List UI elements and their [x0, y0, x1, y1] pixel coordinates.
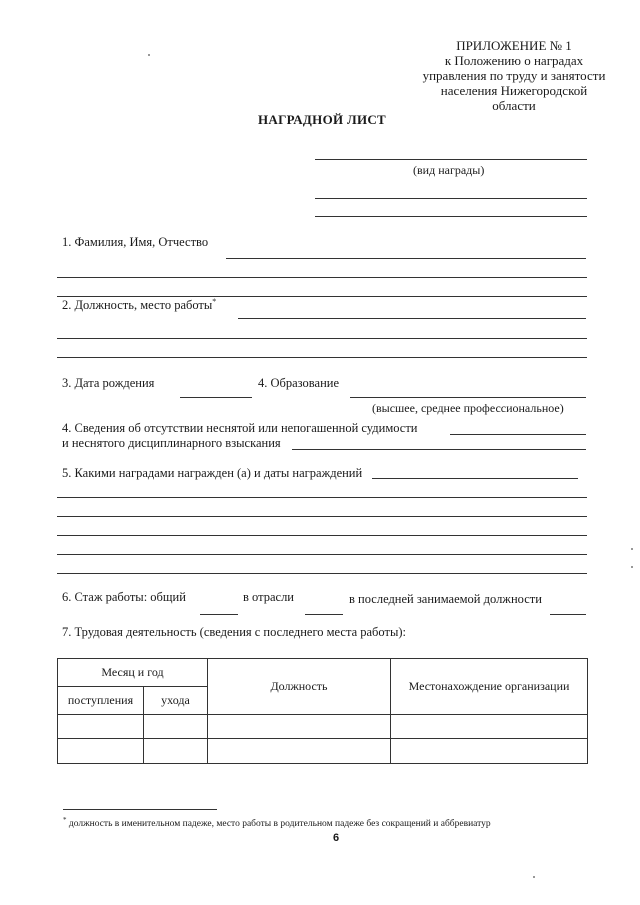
scan-speck: [533, 876, 535, 878]
document-title: НАГРАДНОЙ ЛИСТ: [258, 112, 387, 127]
cell-admission[interactable]: [58, 739, 144, 764]
position-line-2[interactable]: [57, 338, 587, 339]
header-block: [400, 38, 628, 113]
cell-location[interactable]: [391, 739, 588, 764]
table-row: [58, 739, 588, 764]
appendix-label: ПРИЛОЖЕНИЕ № 1: [456, 38, 572, 53]
cell-position[interactable]: [208, 739, 391, 764]
header-line-3: населения Нижегородской: [440, 83, 588, 98]
field-seniority-industry-label: в отрасли: [243, 590, 295, 604]
col-location-header: Местонахождение организации: [391, 659, 588, 715]
table-row: [58, 715, 588, 739]
field-position-footnote-mark: *: [212, 297, 217, 306]
seniority-industry-line[interactable]: [305, 614, 343, 615]
seniority-general-line[interactable]: [200, 614, 238, 615]
scan-speck: [631, 548, 633, 550]
position-line-3[interactable]: [57, 357, 587, 358]
awards-line-6[interactable]: [57, 573, 587, 574]
footnote-mark: *: [63, 816, 67, 824]
field-birth-date-label: 3. Дата рождения: [62, 376, 155, 390]
cell-position[interactable]: [208, 715, 391, 739]
awards-line-5[interactable]: [57, 554, 587, 555]
awards-line-4[interactable]: [57, 535, 587, 536]
cell-admission[interactable]: [58, 715, 144, 739]
col-month-year-header: Месяц и год: [58, 659, 208, 687]
header-line-2: управления по труду и занятости: [422, 68, 606, 83]
award-type-line[interactable]: [315, 159, 587, 160]
education-line[interactable]: [350, 397, 586, 398]
field-awards-label: 5. Какими наградами награжден (а) и даты награждений: [62, 466, 363, 480]
work-history-table: [57, 658, 588, 764]
field-convictions-line-2: и неснятого дисциплинарного взыскания: [62, 436, 281, 450]
award-extra-line-2[interactable]: [315, 216, 587, 217]
cell-location[interactable]: [391, 715, 588, 739]
col-admission-header: поступления: [58, 687, 144, 715]
field-position-label: [62, 297, 216, 313]
award-extra-line-1[interactable]: [315, 198, 587, 199]
field-full-name-label: 1. Фамилия, Имя, Отчество: [62, 235, 209, 249]
col-position-header: Должность: [208, 659, 391, 715]
footnote-text: должность в именительном падеже, место работы в родительном падеже без сокращений и аббревиатур: [68, 819, 491, 830]
cell-leaving[interactable]: [144, 715, 208, 739]
field-seniority-general-label: 6. Стаж работы: общий: [62, 590, 186, 604]
header-line-1: к Положению о наградах: [444, 53, 584, 68]
education-caption: (высшее, среднее профессиональное): [372, 401, 564, 415]
birth-date-line[interactable]: [180, 397, 252, 398]
position-line-1[interactable]: [238, 318, 586, 319]
award-type-caption: (вид награды): [413, 163, 485, 177]
col-leaving-header: ухода: [144, 687, 208, 715]
field-position-text: 2. Должность, место работы: [62, 298, 213, 313]
cell-leaving[interactable]: [144, 739, 208, 764]
page-number: 6: [333, 832, 340, 844]
header-line-4: области: [492, 98, 536, 113]
convictions-line-2[interactable]: [292, 449, 586, 450]
awards-line-3[interactable]: [57, 516, 587, 517]
convictions-line-1[interactable]: [450, 434, 586, 435]
footnote: [63, 816, 491, 829]
scan-speck: [631, 566, 633, 568]
awards-line-1[interactable]: [372, 478, 578, 479]
seniority-position-line[interactable]: [550, 614, 586, 615]
footnote-separator: [63, 809, 217, 810]
field-seniority-position-label: в последней занимаемой должности: [349, 592, 542, 606]
full-name-line-2[interactable]: [57, 277, 587, 278]
full-name-line-1[interactable]: [226, 258, 586, 259]
field-convictions-line-1: 4. Сведения об отсутствии неснятой или непогашенной судимости: [62, 421, 418, 435]
field-education-label: 4. Образование: [258, 376, 340, 390]
scan-speck: [148, 54, 150, 56]
awards-line-2[interactable]: [57, 497, 587, 498]
field-work-history-label: 7. Трудовая деятельность (сведения с последнего места работы):: [62, 625, 406, 639]
